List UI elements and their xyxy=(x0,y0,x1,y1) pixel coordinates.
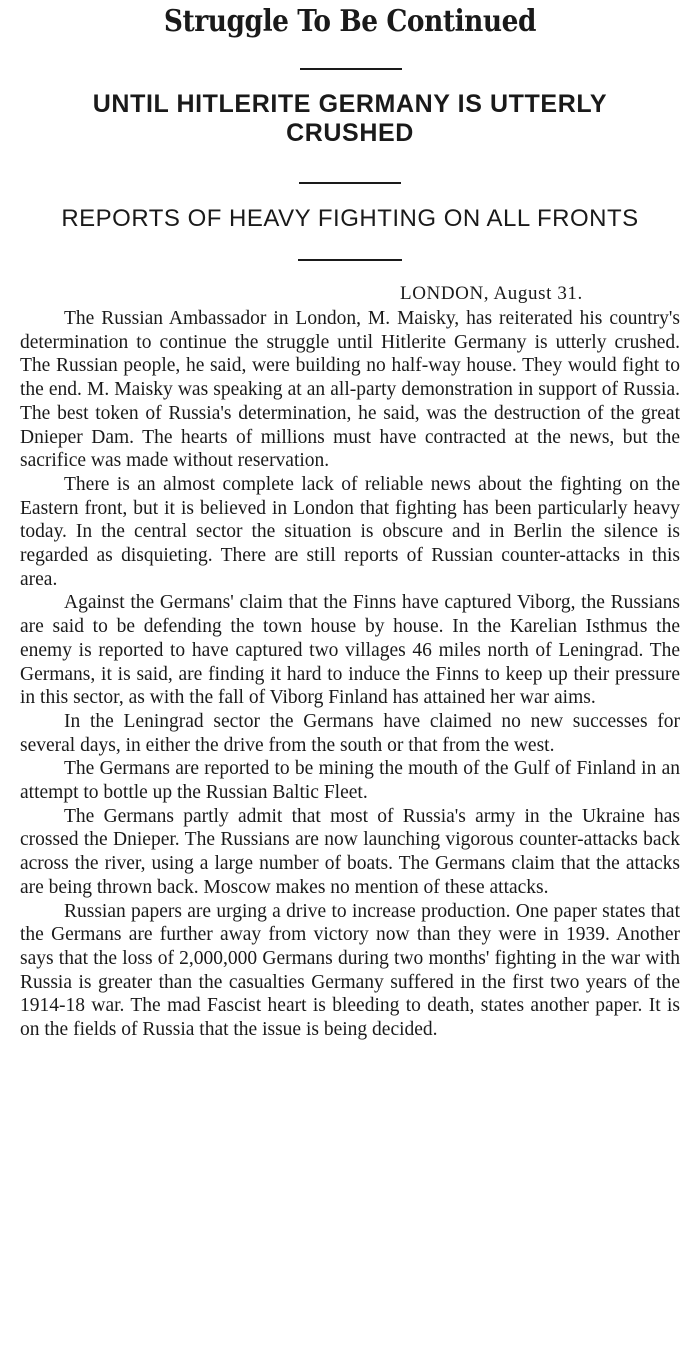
divider-rule xyxy=(300,68,402,70)
deck-headline: REPORTS OF HEAVY FIGHTING ON ALL FRONTS xyxy=(61,205,639,232)
article-paragraph: The Russian Ambassador in London, M. Maisky, has reiterated his country's determination to continue the struggle until Hitlerite Germany is utterly crushed. The Russian people, he said, were building no half-way house. They would fight to the end. M. Maisky was speaking at an all-party demonstration in support of Russia. The best token of Russia's determination, he said, was the destruction of the great Dnieper Dam. The hearts of millions must have contracted at the news, but the sacrifice was made without reservation. xyxy=(20,308,680,472)
article-paragraph: The Germans partly admit that most of Russia's army in the Ukraine has crossed the Dnieper. The Russians are now launching vigorous counter-attacks back across the river, using a large number of boats. The Germans claim that the attacks are being thrown back. Moscow makes no mention of these attacks. xyxy=(20,805,680,898)
subheadline: UNTIL HITLERITE GERMANY IS UTTERLY CRUSHED xyxy=(92,90,608,147)
article-paragraph: The Germans are reported to be mining the mouth of the Gulf of Finland in an attempt to bottle up the Russian Baltic Fleet. xyxy=(20,758,680,804)
divider-rule xyxy=(299,182,401,184)
dateline-place: LONDON, xyxy=(400,283,490,304)
article-body xyxy=(20,307,680,1042)
divider-rule xyxy=(298,259,402,261)
article-paragraph: In the Leningrad sector the Germans have claimed no new successes for several days, in either the drive from the south or that from the west. xyxy=(20,710,680,756)
headline: Struggle To Be Continued xyxy=(163,4,537,39)
article-paragraph: Russian papers are urging a drive to increase production. One paper states that the Germans are further away from victory now than they were in 1939. Another says that the loss of 2,000,000 Germans during two months' fighting in the war with Russia is greater than the casualties Germany suffered in the first two years of the 1914-18 war. The mad Fascist heart is bleeding to death, states another paper. It is on the fields of Russia that the issue is being decided. xyxy=(20,900,680,1041)
dateline xyxy=(400,282,583,306)
article-paragraph: Against the Germans' claim that the Finns have captured Viborg, the Russians are said to be defending the town house by house. In the Karelian Isthmus the enemy is reported to have captured two villages 46 miles north of Leningrad. The Germans, it is said, are finding it hard to induce the Finns to keep up their pressure in this sector, as with the fall of Viborg Finland has attained her war aims. xyxy=(20,592,680,709)
dateline-date: August 31. xyxy=(493,283,583,304)
article-paragraph: There is an almost complete lack of reliable news about the fighting on the Eastern front, but it is believed in London that fighting has been particularly heavy today. In the central sector the situation is obscure and in Berlin the silence is regarded as disquieting. There are still reports of Russian counter-attacks in this area. xyxy=(20,473,680,590)
